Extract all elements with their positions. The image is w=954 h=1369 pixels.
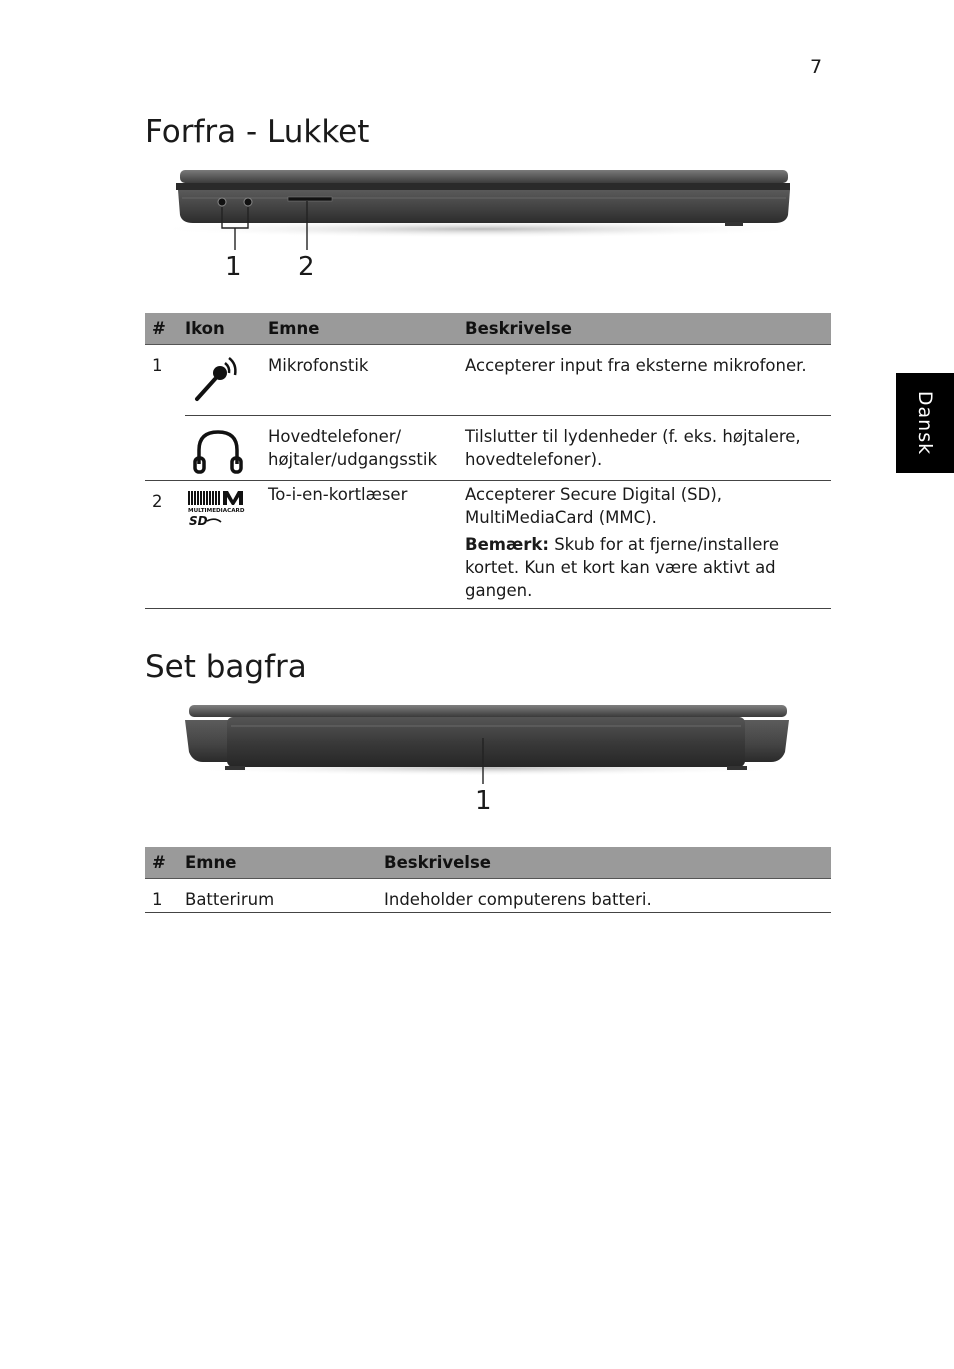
- table-row: [145, 481, 831, 609]
- table-row: [145, 879, 831, 913]
- rear-section-title: Set bagfra: [145, 649, 307, 685]
- row-item: To-i-en-kortlæser: [268, 481, 465, 609]
- row-item: Batterirum: [185, 879, 384, 913]
- header-item: Emne: [268, 313, 465, 345]
- row-icon-cell: [185, 415, 268, 481]
- row-item-line: højtaler/udgangsstik: [268, 449, 438, 469]
- row-num: 1: [145, 879, 185, 913]
- row-desc-line: Tilslutter til lydenheder (f. eks. højtalere,: [465, 426, 801, 446]
- note-text-line: kortet. Kun et kort kan være aktivt ad: [465, 558, 776, 577]
- header-num: #: [145, 847, 185, 879]
- laptop-rear-illustration: [175, 700, 805, 790]
- table-row: [145, 415, 831, 481]
- language-tab-label: Dansk: [914, 390, 936, 456]
- row-desc: [465, 481, 831, 609]
- row-num: 2: [145, 481, 185, 609]
- note-text-line: gangen.: [465, 581, 533, 600]
- row-desc: [465, 415, 831, 481]
- header-icon: Ikon: [185, 313, 268, 345]
- card-reader-icon: [185, 489, 251, 529]
- microphone-icon: [185, 349, 245, 409]
- row-icon-cell: [185, 345, 268, 416]
- headphones-icon: [185, 422, 245, 478]
- front-callout-2: 2: [298, 252, 315, 282]
- rear-callout-1: 1: [475, 786, 492, 816]
- sd-logo-text: SD: [189, 514, 208, 528]
- row-num: 1: [152, 356, 163, 375]
- row-item: Mikrofonstik: [268, 345, 465, 416]
- front-ports-table: [145, 313, 831, 609]
- row-desc: Accepterer input fra eksterne mikrofoner.: [465, 345, 831, 416]
- header-desc: Beskrivelse: [465, 313, 831, 345]
- table-header-row: [145, 313, 831, 345]
- row-desc-line: hovedtelefoner).: [465, 449, 603, 469]
- header-item: Emne: [185, 847, 384, 879]
- note-text-line: Skub for at fjerne/installere: [548, 535, 779, 554]
- language-tab: [896, 373, 954, 473]
- table-header-row: [145, 847, 831, 879]
- front-section-title: Forfra - Lukket: [145, 114, 370, 150]
- row-desc-line: MultiMediaCard (MMC).: [465, 508, 657, 527]
- rear-ports-table: [145, 847, 831, 913]
- row-desc-line: Accepterer Secure Digital (SD),: [465, 485, 723, 504]
- row-num: [145, 415, 185, 481]
- row-item-line: Hovedtelefoner/: [268, 426, 402, 446]
- row-icon-cell: [185, 481, 268, 609]
- front-callout-1: 1: [225, 252, 242, 282]
- row-item: [268, 415, 465, 481]
- header-num: #: [145, 313, 185, 345]
- laptop-front-illustration: [160, 165, 810, 255]
- page-number: 7: [810, 56, 823, 78]
- table-row: [145, 345, 831, 416]
- row-note: [465, 533, 831, 602]
- note-label: Bemærk:: [465, 535, 549, 554]
- header-desc: Beskrivelse: [384, 847, 831, 879]
- row-desc: Indeholder computerens batteri.: [384, 879, 831, 913]
- mmc-logo-text: MULTIMEDIACARD: [188, 508, 245, 514]
